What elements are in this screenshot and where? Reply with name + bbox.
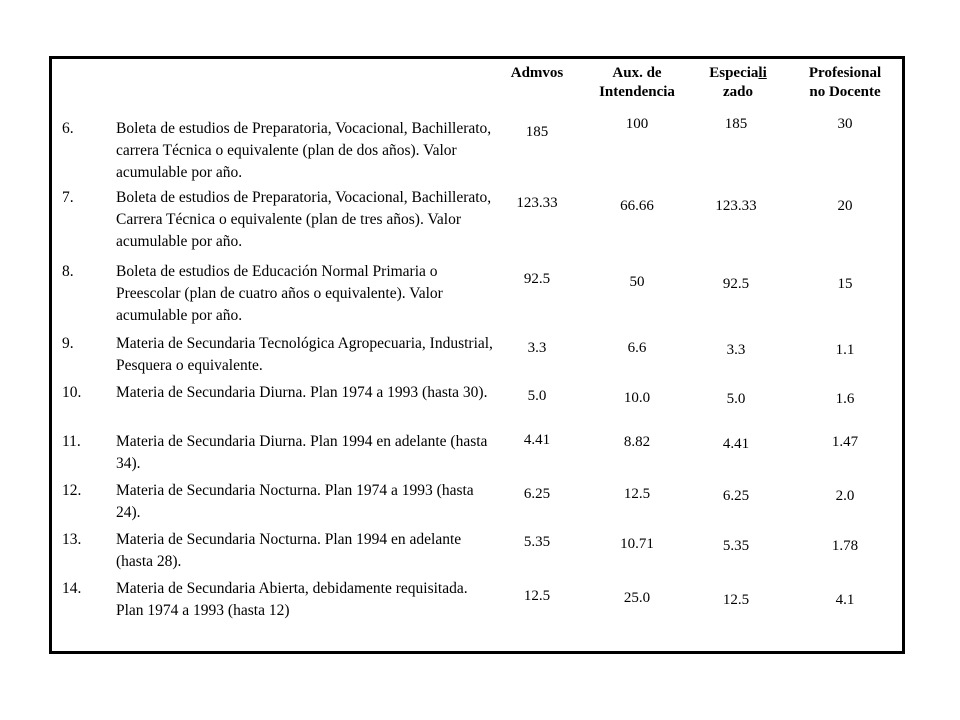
cell-prof: 30 — [837, 116, 853, 132]
cell-admvos: 5.35 — [523, 534, 551, 550]
cell-prof: 15 — [837, 276, 853, 292]
row-description: Materia de Secundaria Diurna. Plan 1974 a 1993 (hasta 30). — [116, 384, 488, 401]
cell-admvos: 92.5 — [523, 271, 551, 287]
row-description: Materia de Secundaria Diurna. Plan 1994 en adelante (hasta 34). — [116, 433, 488, 472]
cell-esp: 185 — [724, 116, 748, 132]
cell-aux: 10.0 — [623, 390, 651, 406]
cell-aux: 12.5 — [623, 486, 651, 502]
cell-admvos: 4.41 — [523, 432, 551, 448]
row-description: Boleta de estudios de Educación Normal Primaria o Preescolar (plan de cuatro años o equivalente). Valor acumulable por año. — [116, 263, 443, 324]
cell-admvos: 185 — [525, 124, 549, 140]
header-especializado: Especiali zado — [709, 65, 767, 100]
cell-prof: 2.0 — [835, 488, 855, 504]
row-number: 14. — [62, 580, 82, 597]
cell-admvos: 3.3 — [527, 340, 547, 356]
cell-aux: 10.71 — [620, 536, 654, 552]
row-description: Boleta de estudios de Preparatoria, Vocacional, Bachillerato, Carrera Técnica o equivalente (plan de tres años). Valor acumulable por año. — [116, 189, 492, 250]
header-admvos: Admvos — [510, 65, 564, 81]
cell-esp: 5.0 — [726, 391, 746, 407]
cell-admvos: 12.5 — [523, 588, 551, 604]
cell-prof: 4.1 — [835, 592, 855, 608]
row-number: 12. — [62, 482, 82, 499]
cell-aux: 66.66 — [620, 198, 654, 214]
row-number: 8. — [62, 263, 74, 280]
cell-esp: 4.41 — [722, 436, 750, 452]
row-number: 13. — [62, 531, 82, 548]
cell-esp: 5.35 — [722, 538, 750, 554]
row-description: Materia de Secundaria Abierta, debidamente requisitada. Plan 1974 a 1993 (hasta 12) — [116, 580, 468, 619]
cell-esp: 92.5 — [722, 276, 750, 292]
cell-admvos: 5.0 — [527, 388, 547, 404]
cell-admvos: 6.25 — [523, 486, 551, 502]
cell-prof: 1.47 — [831, 434, 859, 450]
row-description: Materia de Secundaria Nocturna. Plan 1974 a 1993 (hasta 24). — [116, 482, 474, 521]
cell-aux: 100 — [625, 116, 649, 132]
cell-esp: 3.3 — [726, 342, 746, 358]
cell-prof: 1.6 — [835, 391, 855, 407]
cell-aux: 25.0 — [623, 590, 651, 606]
header-profesional-no-docente: Profesional no Docente — [808, 65, 882, 100]
row-number: 9. — [62, 335, 74, 352]
cell-aux: 6.6 — [627, 340, 647, 356]
row-number: 6. — [62, 120, 74, 137]
row-description: Boleta de estudios de Preparatoria, Vocacional, Bachillerato, carrera Técnica o equivalente (plan de dos años). Valor acumulable por año. — [116, 120, 492, 181]
cell-esp: 12.5 — [722, 592, 750, 608]
cell-esp: 6.25 — [722, 488, 750, 504]
cell-prof: 20 — [837, 198, 853, 214]
cell-admvos: 123.33 — [516, 195, 558, 211]
row-description: Materia de Secundaria Nocturna. Plan 1994 en adelante (hasta 28). — [116, 531, 462, 570]
cell-esp: 123.33 — [715, 198, 757, 214]
row-number: 10. — [62, 384, 82, 401]
header-aux-intendencia: Aux. de Intendencia — [599, 65, 675, 100]
cell-prof: 1.1 — [835, 342, 855, 358]
cell-prof: 1.78 — [831, 538, 859, 554]
row-number: 11. — [62, 433, 81, 450]
row-description: Materia de Secundaria Tecnológica Agropecuaria, Industrial, Pesquera o equivalente. — [116, 335, 493, 374]
cell-aux: 50 — [629, 274, 645, 290]
row-number: 7. — [62, 189, 74, 206]
cell-aux: 8.82 — [623, 434, 651, 450]
